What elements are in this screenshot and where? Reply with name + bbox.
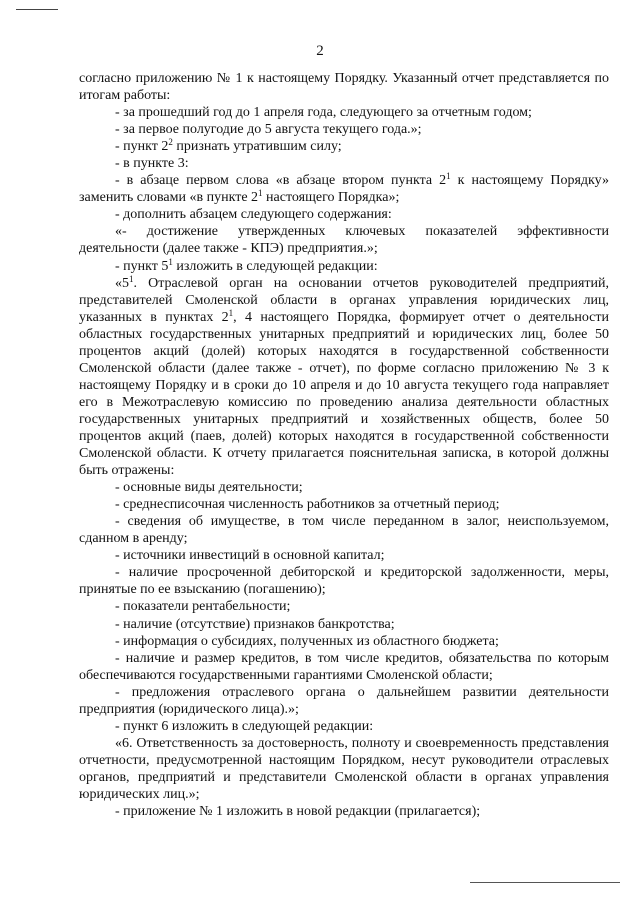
paragraph: - в пункте 3: xyxy=(115,156,189,172)
document-body xyxy=(79,70,609,820)
top-rule xyxy=(16,9,58,10)
paragraph: согласно приложению № 1 к настоящему Порядку. Указанный отчет представляется по итогам работы: xyxy=(79,71,609,104)
paragraph: «6. Ответственность за достоверность, полноту и своевременность представления отчетности, предусмотренной настоящим Порядком, несут руководители отраслевых органов, предприятий и представители Смоленской области в органах управления юридических лиц.»; xyxy=(79,735,609,802)
paragraph: «$5^1$. Отраслевой орган на основании отчетов руководителей предприятий, представителей Смоленской области в органах управления юридических лиц, указанных в пунктах $2^1$, 4 настоящего Порядка, формирует отчет о деятельности областных государственных унитарных предприятий и юридических лиц, более 50 процентов акций (долей) которых находятся в государственной собственности Смоленской области (далее также - отчет), по форме согласно приложению № 3 к настоящему Порядку и в сроки до 10 апреля и до 10 августа текущего года направляет его в Межотраслевую комиссию по проведению анализа деятельности областных государственных унитарных предприятий и хозяйственных обществ, более 50 процентов акций (паев, долей) которых находятся в государственной собственности Смоленской области. К отчету прилагается пояснительная записка, в которой должны быть отражены: xyxy=(79,273,610,479)
paragraph: - сведения об имуществе, в том числе переданном в залог, неиспользуемом, сданном в аренду; xyxy=(79,514,609,547)
paragraph: - информация о субсидиях, полученных из областного бюджета; xyxy=(115,633,499,649)
paragraph: - источники инвестиций в основной капитал; xyxy=(115,548,385,564)
paragraph: - наличие просроченной дебиторской и кредиторской задолженности, меры, принятые по ее взысканию (погашению); xyxy=(79,565,609,598)
page-number: 2 xyxy=(316,43,324,59)
paragraph: - пункт $2^2$ признать утратившим силу; xyxy=(115,137,342,155)
paragraph: - предложения отраслевого органа о дальнейшем развитии деятельности предприятия (юридического лица).»; xyxy=(79,684,609,717)
paragraph: - основные виды деятельности; xyxy=(115,480,303,496)
paragraph: - приложение № 1 изложить в новой редакции (прилагается); xyxy=(115,804,481,820)
paragraph: - за первое полугодие до 5 августа текущего года.»; xyxy=(115,122,422,138)
paragraph: - за прошедший год до 1 апреля года, следующего за отчетным годом; xyxy=(115,105,532,121)
paragraph: - наличие (отсутствие) признаков банкротства; xyxy=(115,616,395,632)
paragraph: - пункт 6 изложить в следующей редакции: xyxy=(115,718,374,734)
paragraph: - среднесписочная численность работников за отчетный период; xyxy=(115,497,500,513)
bottom-rule xyxy=(470,882,620,883)
paragraph: «- достижение утвержденных ключевых показателей эффективности деятельности (далее также - КПЭ) предприятия.»; xyxy=(79,224,609,257)
paragraph: - пункт $5^1$ изложить в следующей редакции: xyxy=(115,256,378,274)
paragraph: - показатели рентабельности; xyxy=(115,599,291,615)
paragraph: - дополнить абзацем следующего содержания: xyxy=(115,207,392,223)
paragraph: - наличие и размер кредитов, в том числе кредитов, обязательства по которым обеспечиваются государственными гарантиями Смоленской области; xyxy=(79,650,609,683)
paragraph: - в абзаце первом слова «в абзаце втором пункта $2^1$ к настоящему Порядку» заменить словами «в пункте $2^1$ настоящего Порядка»; xyxy=(79,171,609,206)
